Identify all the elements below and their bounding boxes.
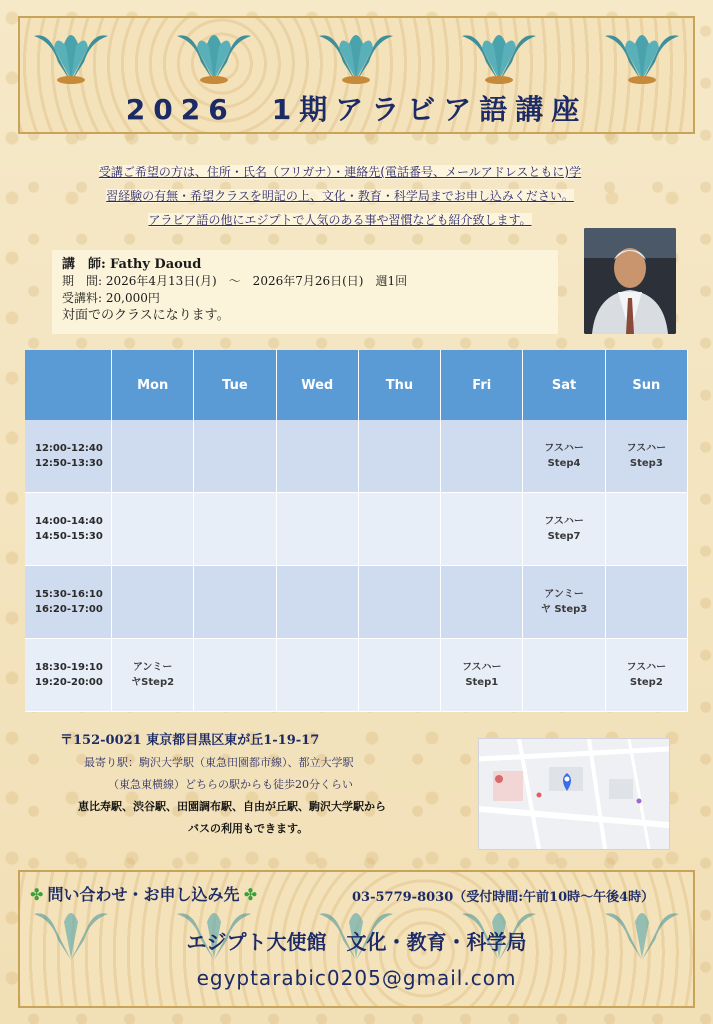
header-day: Fri bbox=[441, 350, 523, 420]
time-slot-1: 14:00-14:40 bbox=[35, 516, 103, 527]
time-slot-cell bbox=[25, 493, 112, 566]
empty-cell bbox=[276, 493, 358, 566]
intro-line-1: 受講ご希望の方は、住所・氏名（フリガナ）・連絡先(電話番号、メールアドレスともに)学 bbox=[98, 165, 582, 179]
clover-icon: ✤ bbox=[243, 885, 258, 904]
fee-label: 受講料: bbox=[62, 291, 103, 305]
empty-cell bbox=[194, 493, 276, 566]
empty-cell bbox=[358, 493, 440, 566]
lotus-icon bbox=[26, 22, 116, 86]
instructor-name: Fathy Daoud bbox=[109, 257, 202, 272]
empty-cell bbox=[194, 420, 276, 493]
empty-cell bbox=[358, 639, 440, 712]
header-day: Sat bbox=[523, 350, 605, 420]
clover-icon: ✤ bbox=[30, 885, 44, 904]
header-day: Sun bbox=[605, 350, 687, 420]
lotus-icon bbox=[169, 22, 259, 86]
class-cell: フスハー Step3 bbox=[605, 420, 687, 493]
instructor-photo bbox=[584, 228, 676, 334]
empty-cell bbox=[358, 566, 440, 639]
location-map bbox=[478, 738, 670, 850]
intro-line-3: アラビア語の他にエジプトで人気のある事や習慣なども紹介致します。 bbox=[148, 213, 532, 227]
header-day: Tue bbox=[194, 350, 276, 420]
time-slot-1: 15:30-16:10 bbox=[35, 589, 103, 600]
schedule-row bbox=[25, 639, 688, 712]
time-slot-1: 12:00-12:40 bbox=[35, 443, 103, 454]
schedule-header-row bbox=[25, 350, 688, 420]
contact-label: 問い合わせ・お申し込み先 bbox=[47, 885, 240, 904]
period-value: 2026年4月13日(月) ～ 2026年7月26日(日) 週1回 bbox=[105, 274, 408, 288]
class-cell: アンミー ヤStep2 bbox=[112, 639, 194, 712]
header-day: Thu bbox=[358, 350, 440, 420]
header-day: Mon bbox=[112, 350, 194, 420]
lotus-icon bbox=[311, 22, 401, 86]
instructor-label: 講 師: bbox=[62, 257, 106, 272]
fee-value: 20,000円 bbox=[105, 291, 160, 305]
class-cell: フスハー Step1 bbox=[441, 639, 523, 712]
schedule-row bbox=[25, 566, 688, 639]
nearest-station: 最寄り駅：駒沢大学駅（東急田園都市線）、都立大学駅 bbox=[84, 756, 354, 769]
format-note: 対面でのクラスになります。 bbox=[62, 308, 230, 323]
class-cell: フスハー Step2 bbox=[605, 639, 687, 712]
lotus-decoration-top bbox=[0, 22, 713, 86]
intro-line-2: 習経験の有無・希望クラスを明記の上、文化・教育・科学局までお申し込みください。 bbox=[106, 189, 574, 203]
contact-phone: 03-5779-8030（受付時間:午前10時～午後4時） bbox=[352, 890, 655, 905]
empty-cell bbox=[194, 639, 276, 712]
header-blank bbox=[25, 350, 112, 420]
postal-address: 〒152-0021 東京都目黒区東が丘1-19-17 bbox=[60, 733, 320, 748]
address-block bbox=[60, 730, 460, 840]
class-schedule-table bbox=[25, 350, 688, 712]
time-slot-cell bbox=[25, 420, 112, 493]
bus-access: 恵比寿駅、渋谷駅、田園調布駅、自由が丘駅、駒沢大学駅から bbox=[78, 800, 386, 813]
empty-cell bbox=[358, 420, 440, 493]
class-cell: フスハー Step4 bbox=[523, 420, 605, 493]
empty-cell bbox=[276, 420, 358, 493]
bus-access-2: バスの利用もできます。 bbox=[188, 822, 309, 835]
time-slot-2: 19:20-20:00 bbox=[35, 677, 103, 688]
course-info-box bbox=[52, 250, 558, 334]
lotus-icon bbox=[597, 22, 687, 86]
contact-email[interactable]: egyptarabic0205@gmail.com bbox=[196, 966, 517, 990]
empty-cell bbox=[441, 566, 523, 639]
empty-cell bbox=[605, 566, 687, 639]
empty-cell bbox=[441, 420, 523, 493]
time-slot-cell bbox=[25, 639, 112, 712]
period-label: 期 間: bbox=[62, 274, 103, 288]
class-cell: アンミー ヤ Step3 bbox=[523, 566, 605, 639]
time-slot-cell bbox=[25, 566, 112, 639]
nearest-station-2: （東急東横線）どちらの駅からも徒歩20分くらい bbox=[108, 778, 353, 791]
class-cell: フスハー Step7 bbox=[523, 493, 605, 566]
empty-cell bbox=[441, 493, 523, 566]
empty-cell bbox=[112, 566, 194, 639]
intro-text bbox=[40, 160, 640, 232]
empty-cell bbox=[112, 493, 194, 566]
schedule-row bbox=[25, 420, 688, 493]
organization-name: エジプト大使館 文化・教育・科学局 bbox=[186, 930, 527, 954]
header-day: Wed bbox=[276, 350, 358, 420]
empty-cell bbox=[194, 566, 276, 639]
time-slot-2: 14:50-15:30 bbox=[35, 531, 103, 542]
empty-cell bbox=[605, 493, 687, 566]
time-slot-2: 16:20-17:00 bbox=[35, 604, 103, 615]
time-slot-2: 12:50-13:30 bbox=[35, 458, 103, 469]
empty-cell bbox=[112, 420, 194, 493]
schedule-row bbox=[25, 493, 688, 566]
page-title: 2026 1期アラビア語講座 bbox=[125, 93, 588, 126]
lotus-icon bbox=[454, 22, 544, 86]
empty-cell bbox=[523, 639, 605, 712]
time-slot-1: 18:30-19:10 bbox=[35, 662, 103, 673]
empty-cell bbox=[276, 566, 358, 639]
empty-cell bbox=[276, 639, 358, 712]
